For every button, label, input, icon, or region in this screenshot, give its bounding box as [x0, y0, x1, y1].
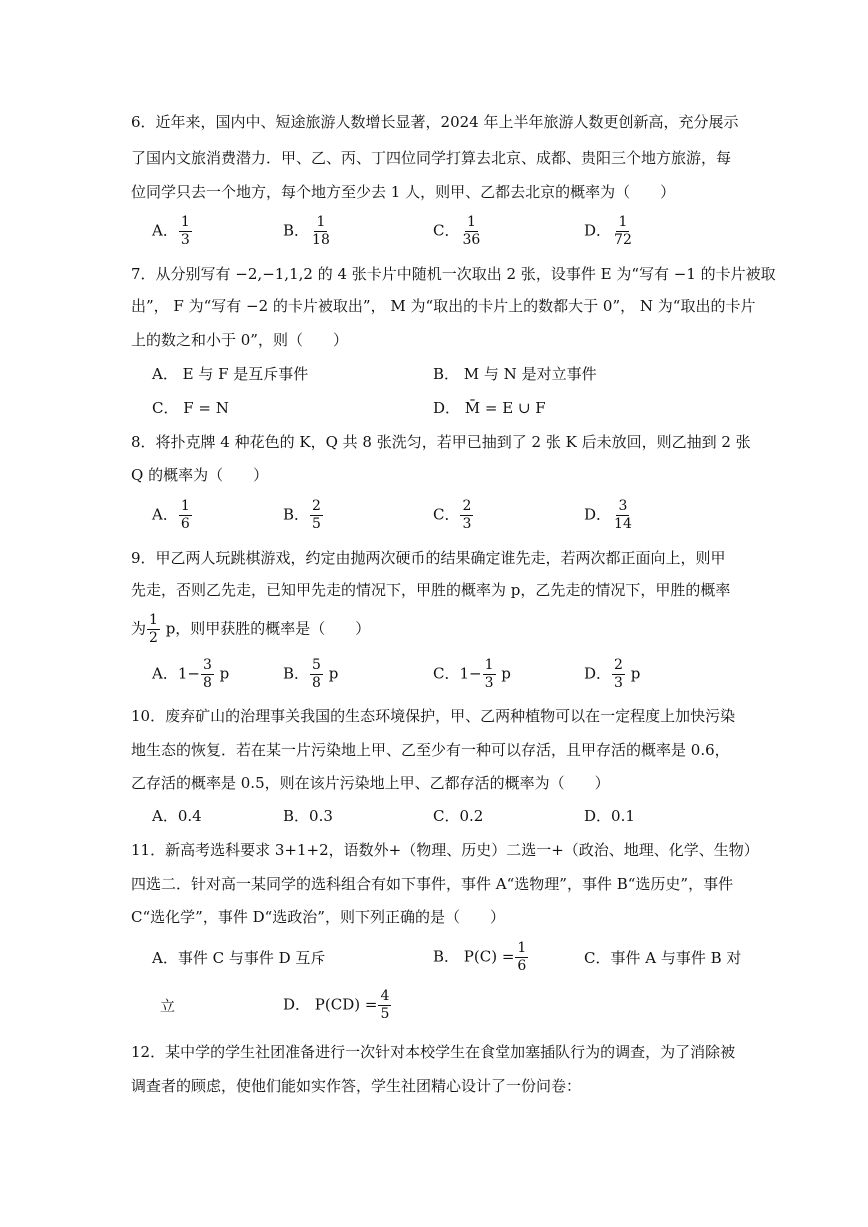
q9-option-c: C．1− $\frac{1}{3}$ p — [433, 657, 511, 691]
q9-option-d: D． $\frac{2}{3}$ p — [584, 657, 641, 691]
q10-line-3: 乙存活的概率是 0.5，则在该片污染地上甲、乙都存活的概率为（ ） — [131, 774, 610, 792]
q10-line-2: 地生态的恢复．若在某一片污染地上甲、乙至少有一种可以存活，且甲存活的概率是 0.6， — [131, 741, 730, 759]
q8-line-1: 8．将扑克牌 4 种花色的 K，Q 共 8 张洗匀，若甲已抽到了 2 张 K 后未放回，则乙抽到 2 张 — [131, 433, 751, 451]
q7-option-a: A． E 与 F 是互斥事件 — [152, 365, 309, 383]
q6-line-2: 了国内文旅消费潜力．甲、乙、丙、丁四位同学打算去北京、成都、贵阳三个地方旅游，每 — [131, 149, 732, 167]
q10-line-1: 10．废弃矿山的治理事关我国的生态环境保护，甲、乙两种植物可以在一定程度上加快污染 — [131, 707, 736, 725]
q10-option-a: A．0.4 — [152, 807, 202, 825]
q6-line-1: 6．近年来，国内中、短途旅游人数增长显著，2024 年上半年旅游人数更创新高，充分展示 — [131, 113, 739, 131]
q7-line-1: 7．从分别写有 −2,−1,1,2 的 4 张卡片中随机一次取出 2 张，设事件 E 为“写有 −1 的卡片被取 — [131, 265, 776, 283]
q6-option-a: A． $\frac{1}{3}$ — [152, 214, 190, 248]
q9-option-a: A．1− $\frac{3}{8}$ p — [152, 657, 230, 691]
q8-line-2: Q 的概率为（ ） — [131, 466, 269, 484]
q10-option-d: D．0.1 — [584, 807, 635, 825]
q8-option-a: A． $\frac{1}{6}$ — [152, 498, 190, 532]
q6-option-c: C． $\frac{1}{36}$ — [433, 214, 481, 248]
q10-option-c: C．0.2 — [433, 807, 484, 825]
q11-option-d: D． P(CD) = $\frac{4}{5}$ — [283, 988, 390, 1022]
q9-line-1: 9．甲乙两人玩跳棋游戏，约定由抛两次硬币的结果确定谁先走，若两次都正面向上，则甲 — [131, 549, 726, 567]
q11-option-c: C．事件 A 与事件 B 对 — [584, 949, 742, 967]
q11-option-c-continued: 立 — [160, 997, 176, 1015]
q6-option-d: D． $\frac{1}{72}$ — [584, 214, 632, 248]
q11-line-3: C“选化学”，事件 D“选政治”，则下列正确的是（ ） — [131, 908, 505, 926]
q8-option-b: B． $\frac{2}{5}$ — [283, 498, 321, 532]
q8-option-d: D． $\frac{3}{14}$ — [584, 498, 632, 532]
q7-line-2: 出”， F 为“写有 −2 的卡片被取出”， M 为“取出的卡片上的数都大于 0”， N 为“取出的卡片 — [131, 297, 756, 315]
q10-option-b: B．0.3 — [283, 807, 333, 825]
q7-option-d: D． M̄ = E ∪ F — [433, 399, 546, 417]
q12-line-1: 12．某中学的学生社团准备进行一次针对本校学生在食堂加塞插队行为的调查，为了消除被 — [131, 1043, 736, 1061]
q11-line-1: 11．新高考选科要求 3+1+2，语数外+（物理、历史）二选一+（政治、地理、化学、生物） — [131, 841, 759, 859]
q6-line-3: 位同学只去一个地方，每个地方至少去 1 人，则甲、乙都去北京的概率为（ ） — [131, 183, 676, 201]
q6-option-b: B． $\frac{1}{18}$ — [283, 214, 330, 248]
q7-line-3: 上的数之和小于 0”，则（ ） — [131, 331, 348, 349]
q9-line-2: 先走，否则乙先走，已知甲先走的情况下，甲胜的概率为 p，乙先走的情况下，甲胜的概率 — [131, 581, 731, 599]
q7-option-b: B． M 与 N 是对立事件 — [433, 365, 597, 383]
q12-line-2: 调查者的顾虑，使他们能如实作答，学生社团精心设计了一份问卷： — [131, 1077, 582, 1095]
q9-line-3: 为 $\frac{1}{2}$ p，则甲获胜的概率是（ ） — [131, 612, 371, 646]
q8-option-c: C． $\frac{2}{3}$ — [433, 498, 472, 532]
q9-option-b: B． $\frac{5}{8}$ p — [283, 657, 339, 691]
q11-option-b: B． P(C) = $\frac{1}{6}$ — [433, 940, 527, 974]
q11-line-2: 四选二．针对高一某同学的选科组合有如下事件，事件 A“选物理”，事件 B“选历史”，事件 — [131, 875, 734, 893]
q7-option-c: C． F = N — [152, 399, 229, 417]
q11-option-a: A．事件 C 与事件 D 互斥 — [152, 949, 326, 967]
